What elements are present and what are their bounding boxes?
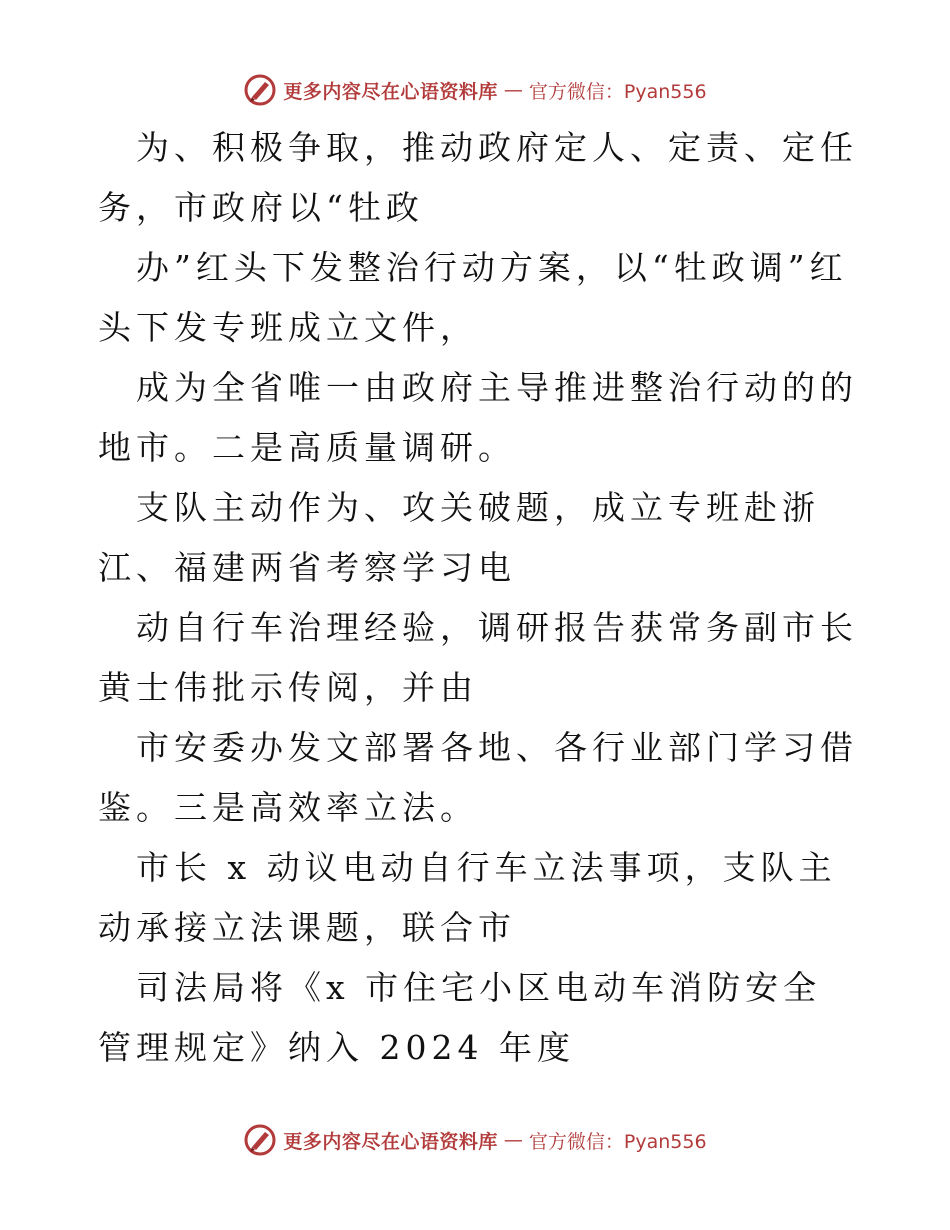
- page-header-watermark: [0, 70, 950, 110]
- pen-logo-icon: [243, 1123, 277, 1157]
- paragraph: 成为全省唯一由政府主导推进整治行动的的地市。二是高质量调研。: [98, 368, 858, 467]
- watermark-brand-text: 更多内容尽在心语资料库: [283, 1130, 498, 1153]
- watermark-separator: —: [503, 1129, 523, 1151]
- paragraph: 支队主动作为、攻关破题，成立专班赴浙江、福建两省考察学习电: [98, 488, 820, 587]
- paragraph: 为、积极争取，推动政府定人、定责、定任务，市政府以“牡政: [98, 128, 858, 227]
- paragraph: 市安委办发文部署各地、各行业部门学习借鉴。三是高效率立法。: [98, 728, 858, 827]
- pen-logo-icon: [243, 73, 277, 107]
- watermark-brand: [243, 73, 706, 107]
- paragraph: 办”红头下发整治行动方案，以“牡政调”红头下发专班成立文件，: [98, 248, 848, 347]
- page-footer-watermark: [0, 1120, 950, 1160]
- watermark-brand: [243, 1123, 706, 1157]
- paragraph: 司法局将《x 市住宅小区电动车消防安全管理规定》纳入 2024 年度: [98, 968, 822, 1067]
- document-body: [98, 118, 858, 1078]
- watermark-wechat: 官方微信：Pyan556: [528, 1130, 707, 1153]
- watermark-wechat: 官方微信：Pyan556: [528, 80, 707, 103]
- paragraph: 动自行车治理经验，调研报告获常务副市长黄士伟批示传阅，并由: [98, 608, 858, 707]
- watermark-separator: —: [503, 79, 523, 101]
- watermark-brand-text: 更多内容尽在心语资料库: [283, 80, 498, 103]
- paragraph: 市长 x 动议电动自行车立法事项，支队主动承接立法课题，联合市: [98, 848, 837, 947]
